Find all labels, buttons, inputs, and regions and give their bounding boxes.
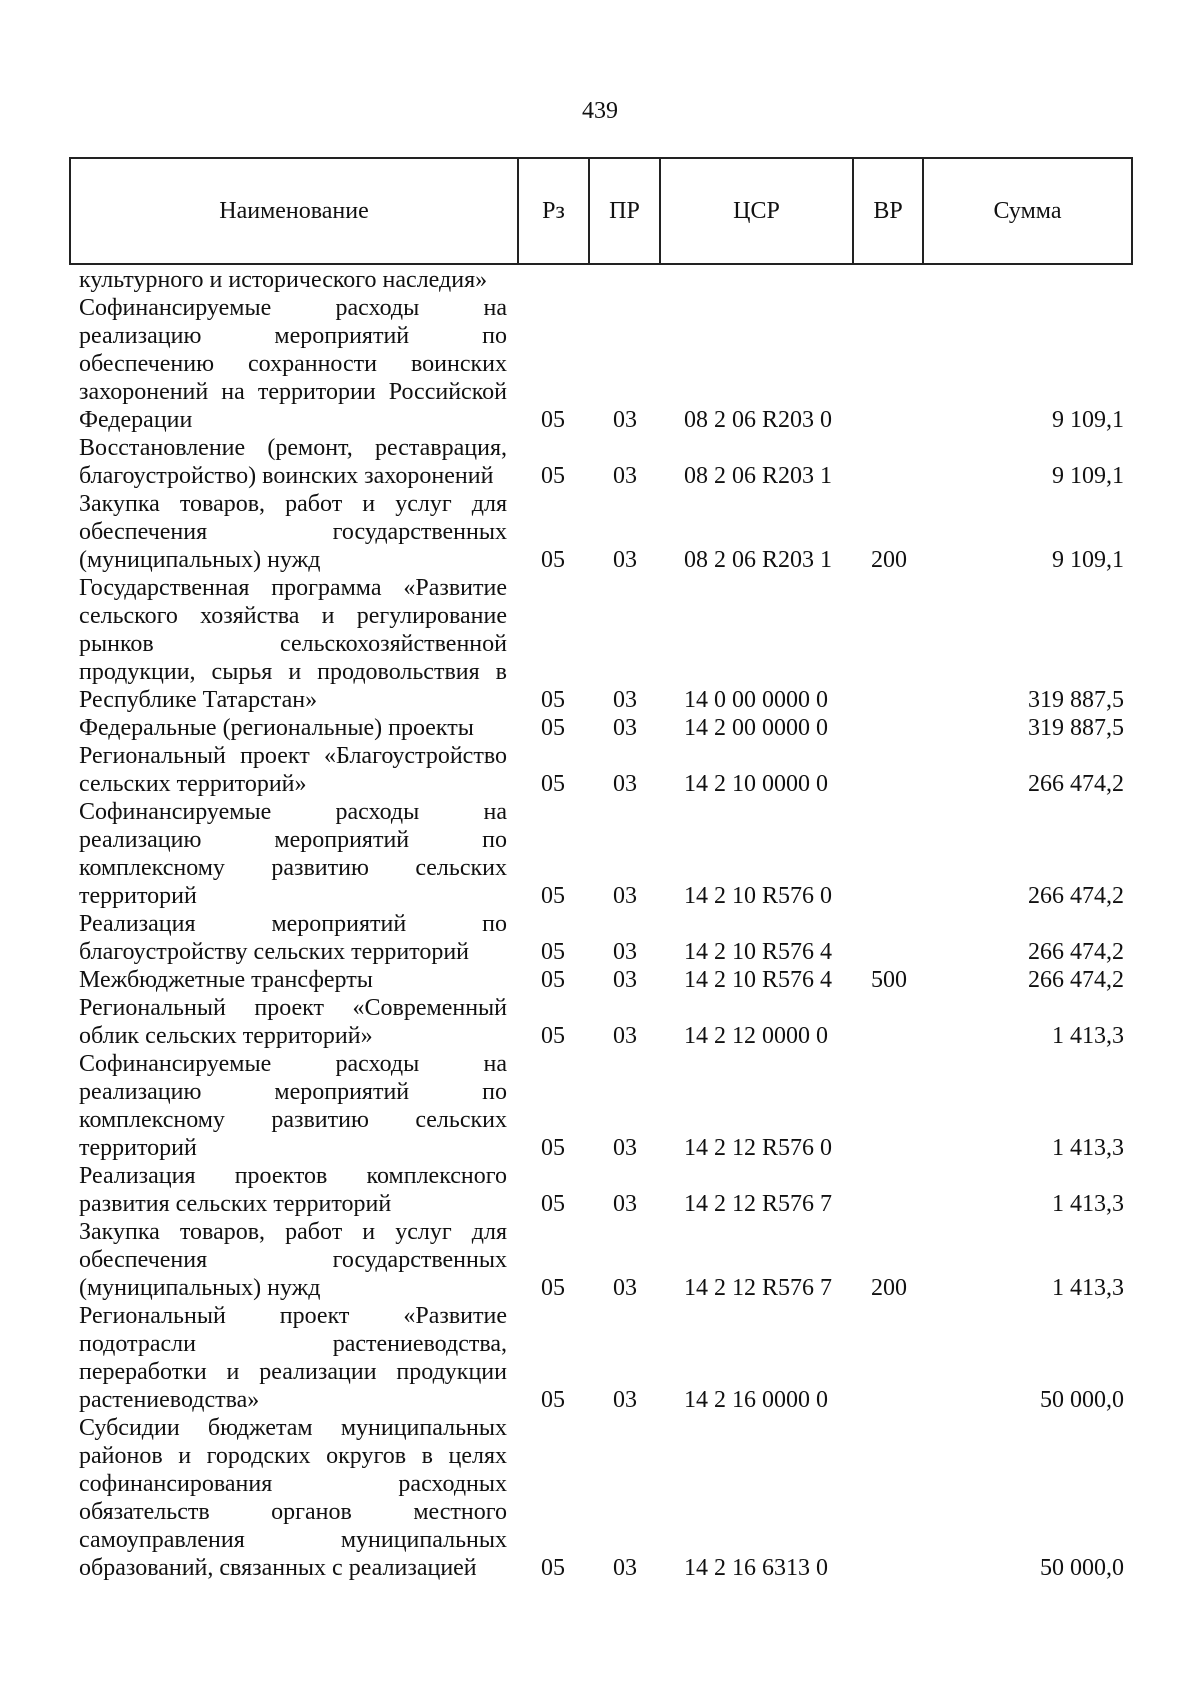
row-name-line: сельских территорий» xyxy=(79,771,307,797)
page-number: 439 xyxy=(582,98,618,124)
row-pr: 03 xyxy=(613,1275,637,1301)
row-vr: 200 xyxy=(871,1275,907,1301)
row-sum: 266 474,2 xyxy=(1028,939,1124,965)
header-sum: Сумма xyxy=(993,197,1062,224)
row-pr: 03 xyxy=(613,1135,637,1161)
row-sum: 266 474,2 xyxy=(1028,771,1124,797)
row-csr: 14 2 10 R576 0 xyxy=(684,883,833,909)
table-row xyxy=(0,966,1200,994)
row-csr: 14 2 00 0000 0 xyxy=(684,715,828,741)
row-csr: 08 2 06 R203 1 xyxy=(684,463,833,489)
table-row xyxy=(0,1414,1200,1582)
row-rz: 05 xyxy=(541,1191,565,1217)
table-row xyxy=(0,910,1200,966)
row-name-line: обеспечения государственных xyxy=(79,519,507,545)
row-csr: 14 0 00 0000 0 xyxy=(684,687,828,713)
row-name-line: сельского хозяйства и регулирование xyxy=(79,603,507,629)
row-csr: 14 2 16 6313 0 xyxy=(684,1555,828,1581)
row-name-line: растениеводства» xyxy=(79,1387,260,1413)
row-name-line: продукции, сырья и продовольствия в xyxy=(79,659,507,685)
row-rz: 05 xyxy=(541,715,565,741)
row-name xyxy=(79,994,507,1050)
row-rz: 05 xyxy=(541,1135,565,1161)
table-header xyxy=(69,157,1133,265)
row-name xyxy=(79,966,507,994)
row-name xyxy=(79,1302,507,1414)
row-name-line: территорий xyxy=(79,883,197,909)
row-name-line: обеспечения государственных xyxy=(79,1247,507,1273)
row-name-line: (муниципальных) нужд xyxy=(79,1275,321,1301)
table-row xyxy=(0,294,1200,434)
row-sum: 319 887,5 xyxy=(1028,715,1124,741)
table-row xyxy=(0,574,1200,714)
row-name-line: Региональный проект «Современный xyxy=(79,995,507,1021)
row-pr: 03 xyxy=(613,1555,637,1581)
table-row xyxy=(0,1302,1200,1414)
row-name-line: районов и городских округов в целях xyxy=(79,1443,507,1469)
row-rz: 05 xyxy=(541,883,565,909)
row-rz: 05 xyxy=(541,967,565,993)
header-rz: Рз xyxy=(519,159,590,263)
row-name-line: развития сельских территорий xyxy=(79,1191,392,1217)
row-pr: 03 xyxy=(613,883,637,909)
row-name-line: подотрасли растениеводства, xyxy=(79,1331,507,1357)
row-pr: 03 xyxy=(613,1023,637,1049)
table-row xyxy=(0,742,1200,798)
row-sum: 1 413,3 xyxy=(1052,1135,1124,1161)
row-rz: 05 xyxy=(541,547,565,573)
row-name-line: (муниципальных) нужд xyxy=(79,547,321,573)
table-row xyxy=(0,490,1200,574)
row-name-line: Федерации xyxy=(79,407,193,433)
row-name xyxy=(79,1162,507,1218)
row-pr: 03 xyxy=(613,967,637,993)
row-name-line: Федеральные (региональные) проекты xyxy=(79,715,474,741)
row-csr: 14 2 12 R576 7 xyxy=(684,1275,833,1301)
row-name-line: Закупка товаров, работ и услуг для xyxy=(79,1219,507,1245)
row-name xyxy=(79,266,507,294)
row-name-line: Реализация мероприятий по xyxy=(79,911,507,937)
row-name-line: обязательств органов местного xyxy=(79,1499,507,1525)
header-pr: ПР xyxy=(590,159,661,263)
row-pr: 03 xyxy=(613,463,637,489)
row-sum: 266 474,2 xyxy=(1028,883,1124,909)
row-name-line: Региональный проект «Развитие xyxy=(79,1303,507,1329)
row-name xyxy=(79,910,507,966)
row-sum: 50 000,0 xyxy=(1040,1387,1124,1413)
row-sum: 1 413,3 xyxy=(1052,1023,1124,1049)
row-rz: 05 xyxy=(541,1387,565,1413)
row-name-line: Восстановление (ремонт, реставрация, xyxy=(79,435,507,461)
row-sum: 9 109,1 xyxy=(1052,547,1124,573)
row-name-line: реализацию мероприятий по xyxy=(79,827,507,853)
row-csr: 14 2 10 R576 4 xyxy=(684,939,833,965)
row-sum: 266 474,2 xyxy=(1028,967,1124,993)
row-name-line: реализацию мероприятий по xyxy=(79,1079,507,1105)
row-name-line: территорий xyxy=(79,1135,197,1161)
row-csr: 14 2 12 R576 7 xyxy=(684,1191,833,1217)
row-pr: 03 xyxy=(613,939,637,965)
row-csr: 14 2 10 0000 0 xyxy=(684,771,828,797)
header-name: Наименование xyxy=(71,159,519,263)
row-name xyxy=(79,434,507,490)
row-sum: 50 000,0 xyxy=(1040,1555,1124,1581)
table-row xyxy=(0,1050,1200,1162)
row-name xyxy=(79,798,507,910)
row-name-line: реализацию мероприятий по xyxy=(79,323,507,349)
row-rz: 05 xyxy=(541,1555,565,1581)
row-name-line: Государственная программа «Развитие xyxy=(79,575,507,601)
table-row xyxy=(0,1162,1200,1218)
table-body xyxy=(0,266,1200,1582)
row-name-line: Республике Татарстан» xyxy=(79,687,318,713)
row-name-line: переработки и реализации продукции xyxy=(79,1359,507,1385)
row-pr: 03 xyxy=(613,1387,637,1413)
row-name-line: благоустройство) воинских захоронений xyxy=(79,463,494,489)
row-name-line: самоуправления муниципальных xyxy=(79,1527,507,1553)
row-name-line: рынков сельскохозяйственной xyxy=(79,631,507,657)
table-row xyxy=(0,434,1200,490)
row-name xyxy=(79,294,507,434)
row-pr: 03 xyxy=(613,407,637,433)
row-name-line: образований, связанных с реализацией xyxy=(79,1555,477,1581)
row-name-line: обеспечению сохранности воинских xyxy=(79,351,507,377)
row-name-line: Субсидии бюджетам муниципальных xyxy=(79,1415,507,1441)
row-rz: 05 xyxy=(541,939,565,965)
row-name xyxy=(79,714,507,742)
row-rz: 05 xyxy=(541,463,565,489)
row-name-line: Софинансируемые расходы на xyxy=(79,295,507,321)
table-row xyxy=(0,714,1200,742)
table-row xyxy=(0,1218,1200,1302)
table-row xyxy=(0,798,1200,910)
row-csr: 14 2 10 R576 4 xyxy=(684,967,833,993)
row-name xyxy=(79,1050,507,1162)
row-rz: 05 xyxy=(541,1023,565,1049)
row-name-line: комплексному развитию сельских xyxy=(79,855,507,881)
row-name-line: культурного и исторического наследия» xyxy=(79,267,488,293)
row-name xyxy=(79,574,507,714)
row-vr: 200 xyxy=(871,547,907,573)
row-rz: 05 xyxy=(541,771,565,797)
row-name xyxy=(79,1218,507,1302)
row-name-line: Региональный проект «Благоустройство xyxy=(79,743,507,769)
row-sum: 1 413,3 xyxy=(1052,1191,1124,1217)
row-csr: 14 2 16 0000 0 xyxy=(684,1387,828,1413)
row-sum: 9 109,1 xyxy=(1052,463,1124,489)
row-name-line: благоустройству сельских территорий xyxy=(79,939,470,965)
row-rz: 05 xyxy=(541,687,565,713)
row-name xyxy=(79,1414,507,1582)
row-name-line: Межбюджетные трансферты xyxy=(79,967,373,993)
row-name-line: Закупка товаров, работ и услуг для xyxy=(79,491,507,517)
row-pr: 03 xyxy=(613,771,637,797)
row-pr: 03 xyxy=(613,1191,637,1217)
row-sum: 9 109,1 xyxy=(1052,407,1124,433)
row-name-line: Реализация проектов комплексного xyxy=(79,1163,507,1189)
header-csr: ЦСР xyxy=(661,159,854,263)
row-csr: 14 2 12 0000 0 xyxy=(684,1023,828,1049)
row-csr: 08 2 06 R203 0 xyxy=(684,407,833,433)
row-sum: 1 413,3 xyxy=(1052,1275,1124,1301)
row-name-line: Софинансируемые расходы на xyxy=(79,1051,507,1077)
row-csr: 14 2 12 R576 0 xyxy=(684,1135,833,1161)
row-rz: 05 xyxy=(541,1275,565,1301)
row-pr: 03 xyxy=(613,687,637,713)
row-csr: 08 2 06 R203 1 xyxy=(684,547,833,573)
row-sum: 319 887,5 xyxy=(1028,687,1124,713)
row-name-line: комплексному развитию сельских xyxy=(79,1107,507,1133)
row-name-line: Софинансируемые расходы на xyxy=(79,799,507,825)
row-vr: 500 xyxy=(871,967,907,993)
row-name-line: облик сельских территорий» xyxy=(79,1023,373,1049)
row-rz: 05 xyxy=(541,407,565,433)
row-name-line: захоронений на территории Российской xyxy=(79,379,507,405)
row-pr: 03 xyxy=(613,715,637,741)
row-name-line: софинансирования расходных xyxy=(79,1471,507,1497)
row-pr: 03 xyxy=(613,547,637,573)
row-name xyxy=(79,742,507,798)
row-name xyxy=(79,490,507,574)
table-row xyxy=(0,994,1200,1050)
header-vr: ВР xyxy=(854,159,924,263)
table-row xyxy=(0,266,1200,294)
